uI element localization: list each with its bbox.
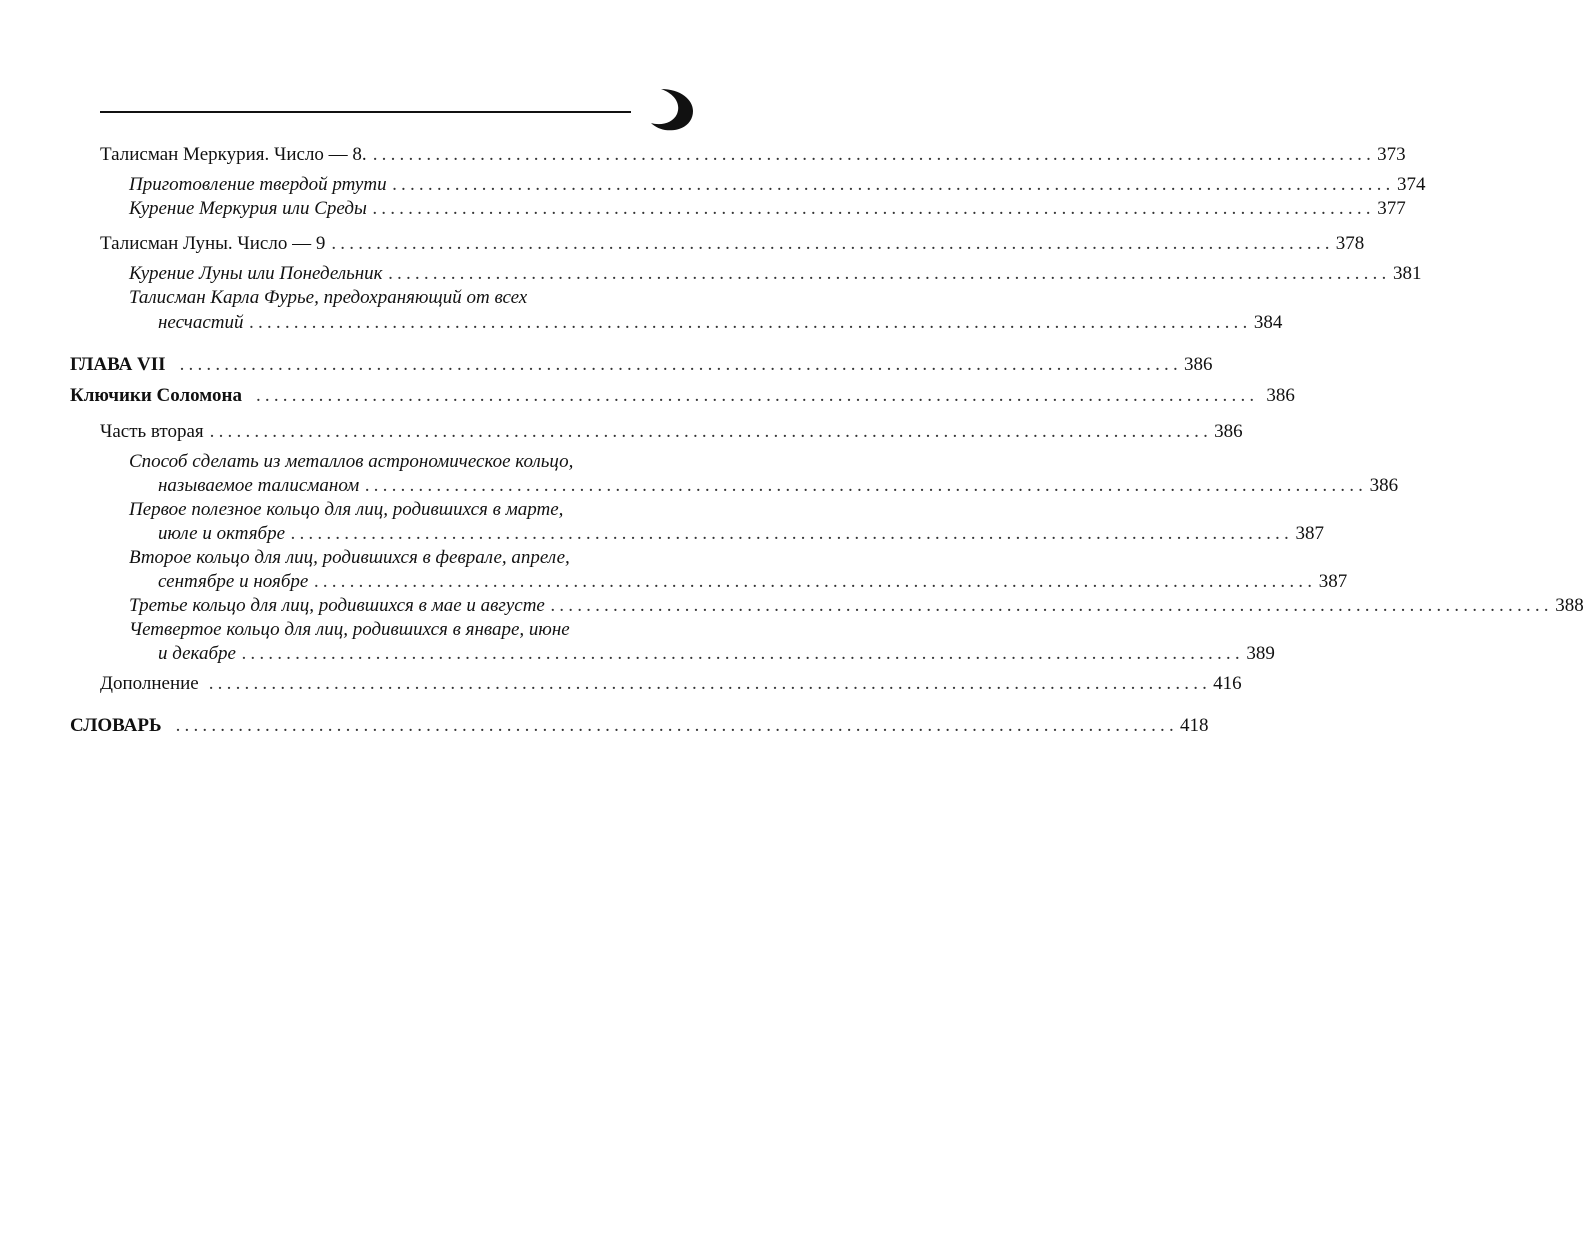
toc-entry-third-ring[interactable] — [0, 593, 1584, 619]
toc-page-number: 373 — [1377, 144, 1406, 165]
toc-entry-talisman-fourier-line1[interactable] — [0, 285, 768, 311]
toc-page-number: 416 — [1213, 673, 1242, 694]
dot-leader: ................................................................................................................ — [331, 233, 1334, 254]
toc-entry-title: Талисман Меркурия. Число — 8. — [100, 144, 367, 165]
toc-entry-addendum[interactable] — [0, 671, 1242, 697]
toc-row — [70, 383, 1295, 409]
toc-entry-fourth-ring-line1[interactable] — [0, 617, 768, 643]
toc-entry-astro-ring[interactable] — [0, 473, 1399, 499]
toc-page-number: 386 — [1183, 354, 1213, 375]
toc-entry-first-ring[interactable] — [0, 521, 1324, 547]
toc-entry-solid-mercury[interactable] — [0, 172, 1426, 198]
toc-entry-chapter-vii[interactable] — [0, 352, 1213, 378]
toc-row — [100, 671, 1242, 697]
toc-entry-title: Приготовление твердой ртути — [129, 174, 387, 195]
toc-entry-title: Дополнение — [100, 673, 199, 694]
toc-entry-title: июле и октябре — [158, 523, 286, 544]
toc-entry-talisman-fourier[interactable] — [0, 310, 1283, 336]
toc-entry-title: Третье кольцо для лиц, родившихся в мае и августе — [129, 595, 545, 616]
toc-page-number: 386 — [1214, 421, 1243, 442]
toc-row — [129, 172, 1426, 198]
toc-entry-title: несчастий — [158, 312, 244, 333]
dot-leader: ................................................................................................................ — [209, 421, 1213, 442]
toc-entry-title: Часть вторая — [100, 421, 204, 442]
toc-entry-talisman-moon[interactable] — [0, 231, 1365, 257]
dot-leader: ................................................................................................................ — [550, 595, 1554, 616]
toc-row — [100, 419, 1243, 445]
dot-leader: ................................................................................................................ — [388, 263, 1391, 284]
dot-leader: ................................................................................................................ — [241, 643, 1245, 664]
toc-entry-astro-ring-line1[interactable] — [0, 449, 768, 475]
toc-row — [100, 142, 1406, 168]
toc-entry-second-ring-line1[interactable] — [0, 545, 768, 571]
dot-leader: ................................................................................................................ — [392, 174, 1395, 195]
toc-entry-title-line1: Способ сделать из металлов астрономическое кольцо, — [129, 451, 574, 472]
toc-entry-title: называемое талисманом — [158, 475, 360, 496]
toc-page-number: 388 — [1555, 595, 1584, 616]
toc-entry-incense-moon[interactable] — [0, 261, 1422, 287]
dot-leader: ................................................................................................................ — [249, 312, 1252, 333]
toc-entry-title: ГЛАВА VII — [70, 354, 166, 375]
dot-leader: ................................................................................................................ — [365, 475, 1368, 496]
toc-row — [129, 261, 1422, 287]
toc-entry-talisman-mercury[interactable] — [0, 142, 1406, 168]
toc-entry-second-ring[interactable] — [0, 569, 1348, 595]
toc-page-number: 384 — [1253, 312, 1283, 333]
toc-entry-title: сентябре и ноябре — [158, 571, 309, 592]
dot-leader: ................................................................................................................ — [179, 354, 1182, 375]
toc-row — [100, 231, 1365, 257]
toc-page-number: 418 — [1179, 715, 1209, 736]
dot-leader: ................................................................................................................ — [291, 523, 1294, 544]
toc-page-number: 377 — [1377, 198, 1406, 219]
toc-page-number: 378 — [1335, 233, 1365, 254]
toc-entry-title: СЛОВАРЬ — [70, 715, 162, 736]
toc-row — [129, 196, 1406, 222]
toc-entry-first-ring-line1[interactable] — [0, 497, 768, 523]
toc-page-number: 374 — [1396, 174, 1426, 195]
toc-entry-fourth-ring[interactable] — [0, 641, 1275, 667]
toc-row — [158, 310, 1283, 336]
toc-row — [158, 569, 1348, 595]
toc-entry-title: и декабре — [158, 643, 236, 664]
toc-entry-solomon-keys[interactable] — [0, 383, 1295, 409]
toc-entry-dictionary[interactable] — [0, 713, 1209, 739]
dot-leader: ................................................................................................................ — [175, 715, 1178, 736]
dot-leader: ................................................................................................................ — [208, 673, 1212, 694]
dot-leader: ................................................................................................................ — [255, 385, 1259, 406]
toc-page-number: 387 — [1318, 571, 1348, 592]
toc-row — [129, 593, 1584, 619]
toc-row — [158, 473, 1399, 499]
toc-entry-title: Курение Луны или Понедельник — [129, 263, 383, 284]
toc-page-number: 386 — [1369, 475, 1399, 496]
dot-leader: ................................................................................................................ — [372, 144, 1376, 165]
toc-row — [70, 352, 1213, 378]
toc-page-number: 389 — [1246, 643, 1275, 664]
toc-row — [158, 641, 1275, 667]
toc-page-number: 386 — [1266, 385, 1295, 406]
toc-entry-title-line1: Второе кольцо для лиц, родившихся в феврале, апреле, — [129, 547, 570, 568]
toc-entry-title: Ключики Соломона — [70, 385, 242, 406]
dot-leader: ................................................................................................................ — [372, 198, 1376, 219]
toc-entry-part-two[interactable] — [0, 419, 1243, 445]
dot-leader: ................................................................................................................ — [314, 571, 1317, 592]
toc-page-number: 387 — [1295, 523, 1324, 544]
toc-entry-title-line1: Четвертое кольцо для лиц, родившихся в январе, июне — [129, 619, 570, 640]
toc-entry-title: Курение Меркурия или Среды — [129, 198, 367, 219]
toc-entry-title: Талисман Луны. Число — 9 — [100, 233, 326, 254]
toc-page-number: 381 — [1392, 263, 1422, 284]
toc-row — [158, 521, 1324, 547]
toc-row — [70, 713, 1209, 739]
toc-entry-title-line1: Талисман Карла Фурье, предохраняющий от всех — [129, 287, 528, 308]
toc-entry-incense-mercury[interactable] — [0, 196, 1406, 222]
toc-entry-title-line1: Первое полезное кольцо для лиц, родившихся в марте, — [129, 499, 564, 520]
